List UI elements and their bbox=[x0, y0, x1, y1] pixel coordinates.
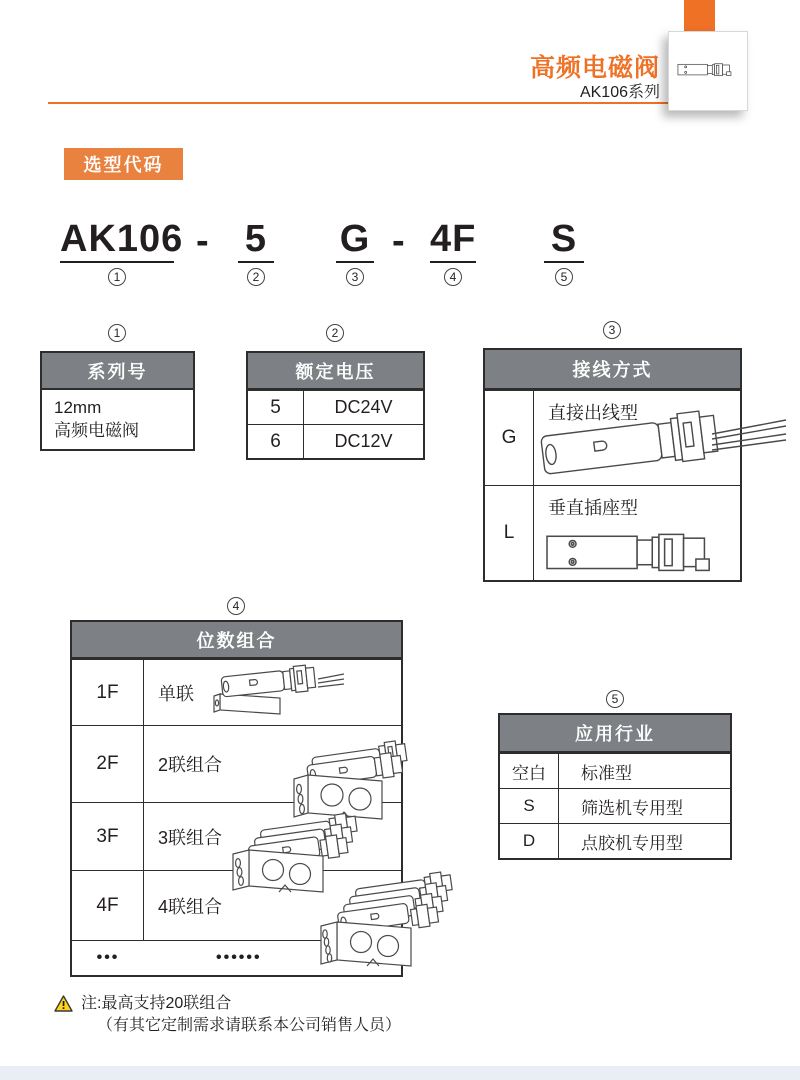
table-row: 1F 单联 bbox=[72, 659, 401, 725]
series-table bbox=[40, 351, 195, 451]
series-table-header: 系列号 bbox=[42, 353, 193, 390]
code-segment-voltage: 5 2 bbox=[238, 220, 274, 286]
series-table-body: 12mm 高频电磁阀 bbox=[54, 398, 139, 440]
table-row: D 点胶机专用型 bbox=[500, 823, 730, 858]
table-row: L 垂直插座型 bbox=[485, 485, 740, 580]
footnote-line1: 注:最高支持20联组合 bbox=[81, 995, 232, 1012]
direct-lead-wire-valve-drawing bbox=[528, 398, 790, 484]
voltage-table bbox=[246, 351, 425, 460]
code-dash-1: - bbox=[196, 220, 209, 262]
warning-icon bbox=[54, 995, 73, 1037]
code-segment-application: S 5 bbox=[544, 220, 584, 286]
page-title: 高频电磁阀 bbox=[529, 54, 660, 82]
circled-number-5: 5 bbox=[555, 268, 573, 286]
product-thumbnail bbox=[668, 31, 748, 111]
selection-code-badge: 选型代码 bbox=[64, 148, 183, 180]
valve-side-view-icon bbox=[677, 58, 739, 85]
code-dash-2: - bbox=[392, 220, 405, 262]
table-row: 2F 2联组合 bbox=[72, 725, 401, 802]
footnote-line2: （有其它定制需求请联系本公司销售人员） bbox=[97, 1017, 402, 1035]
table1-circled-number: 1 bbox=[108, 324, 126, 342]
vertical-socket-valve-drawing bbox=[543, 523, 735, 578]
circled-number-1: 1 bbox=[108, 268, 126, 286]
code-segment-wiring: G 3 bbox=[336, 220, 374, 286]
circled-number-3: 3 bbox=[346, 268, 364, 286]
circled-number-4: 4 bbox=[444, 268, 462, 286]
positions-table-header: 位数组合 bbox=[72, 622, 401, 659]
table2-circled-number: 2 bbox=[326, 324, 344, 342]
table-row: G 直接出线型 bbox=[485, 390, 740, 485]
table-row: S 筛选机专用型 bbox=[500, 788, 730, 823]
manifold-4-drawing bbox=[313, 870, 481, 970]
application-table-header: 应用行业 bbox=[500, 715, 730, 753]
voltage-table-header: 额定电压 bbox=[248, 353, 423, 390]
footer-accent-bar bbox=[0, 1066, 800, 1080]
table4-circled-number: 4 bbox=[227, 597, 245, 615]
footnote bbox=[54, 993, 401, 1037]
table-row: 3F 3联组合 bbox=[72, 802, 401, 870]
table-row: 5 DC24V bbox=[248, 390, 423, 424]
table5-circled-number: 5 bbox=[606, 690, 624, 708]
code-segment-series: AK106 1 bbox=[60, 218, 184, 284]
table-row: 6 DC12V bbox=[248, 424, 423, 458]
circled-number-2: 2 bbox=[247, 268, 265, 286]
table-row: ••• •••••• bbox=[72, 940, 401, 975]
table-row: 空白 标准型 bbox=[500, 753, 730, 788]
footnote-text bbox=[81, 993, 401, 1037]
single-valve-drawing bbox=[210, 660, 346, 716]
table3-circled-number: 3 bbox=[603, 321, 621, 339]
table-row: 4F 4联组合 bbox=[72, 870, 401, 940]
code-segment-positions: 4F 4 bbox=[430, 218, 477, 284]
series-subtitle: AK106系列 bbox=[579, 84, 660, 101]
application-table bbox=[498, 713, 732, 860]
wiring-table-header: 接线方式 bbox=[485, 350, 740, 390]
header-divider bbox=[48, 102, 668, 104]
